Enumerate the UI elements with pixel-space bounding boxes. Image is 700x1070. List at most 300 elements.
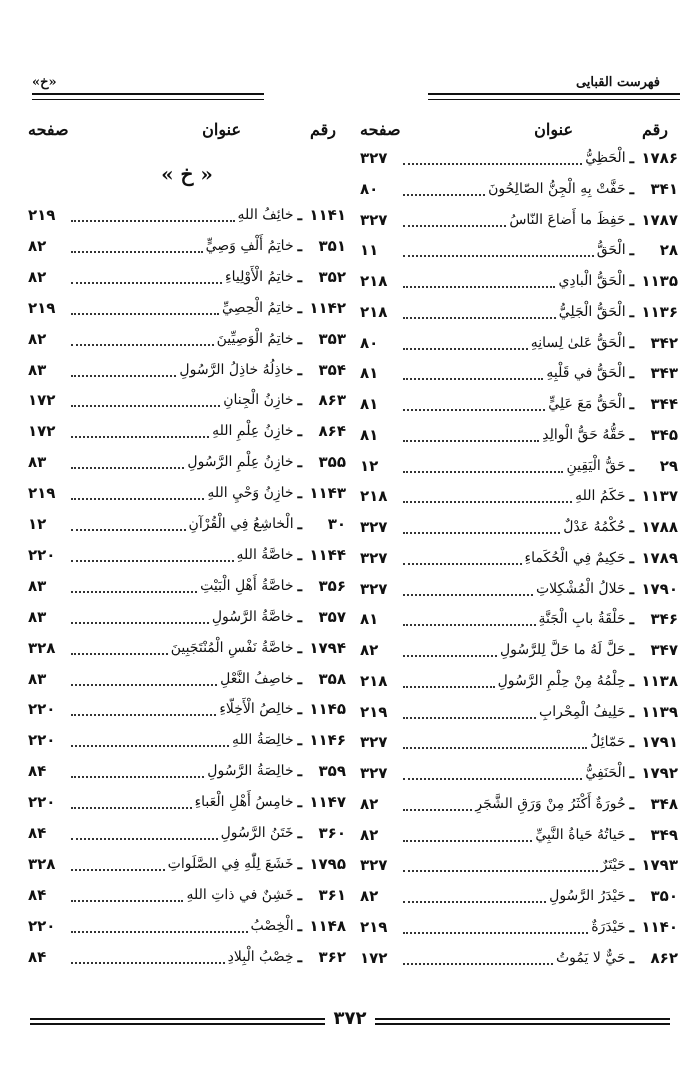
entry-number: ۳۰ — [327, 515, 346, 533]
entry-number: ۳۶۰ — [318, 824, 346, 842]
index-entry — [28, 294, 346, 322]
entry-title: خاتِمُ الْحِصِيِّ — [222, 299, 294, 316]
index-entry — [28, 356, 346, 384]
entry-dash: ـ — [629, 887, 634, 905]
entry-page: ۳۲۷ — [360, 548, 388, 567]
entry-title: حِلْمُهُ مِنْ حِلْمِ الرَّسُولِ — [497, 672, 626, 689]
entry-page: ۸۱ — [360, 364, 379, 383]
entry-title: خالِصَةُ الرَّسُولِ — [207, 763, 294, 780]
entry-title: خَتَنُ الرَّسُولِ — [220, 825, 294, 841]
entry-dash: ـ — [629, 272, 634, 290]
index-entry — [28, 665, 346, 693]
entry-number: ۳۵۰ — [650, 887, 678, 905]
entry-title: حَكِيمٌ فِي الْحُكَماءِ — [524, 549, 626, 566]
entry-page: ۲۱۸ — [360, 671, 388, 690]
entry-number: ۳۵۵ — [318, 453, 346, 472]
entry-title: خازِنُ عِلْمِ اللهِ — [212, 423, 294, 440]
entry-page: ۸۱ — [360, 395, 379, 413]
entry-title: خاصَّةُ نَفْسِ الْمُنْتَجَبِينَ — [170, 639, 294, 656]
entry-page: ۸۲ — [28, 267, 47, 286]
index-entry — [28, 757, 346, 785]
entry-page: ۲۱۸ — [360, 487, 388, 506]
entry-title: خازِنُ وَحْيِ اللهِ — [207, 485, 294, 502]
index-entry — [28, 263, 346, 291]
index-entry — [360, 421, 678, 449]
entry-page: ۱۲ — [360, 456, 379, 475]
index-entry — [360, 359, 678, 387]
dotted-leader — [403, 378, 543, 380]
header-number: رقم — [309, 120, 336, 139]
dotted-leader — [71, 220, 235, 222]
index-entry — [360, 759, 678, 787]
entry-number: ۱۱۴۳ — [309, 484, 346, 503]
dotted-leader — [403, 717, 536, 719]
entry-number: ۱۷۹۴ — [309, 638, 346, 657]
entry-number: ۸۶۴ — [318, 422, 346, 441]
dotted-leader — [71, 714, 216, 716]
entry-title: حَيٌّ لا يَمُوتُ — [555, 949, 626, 966]
entry-number: ۳۶۲ — [318, 947, 346, 966]
index-entry — [360, 482, 678, 510]
entry-dash: ـ — [629, 825, 634, 844]
entry-page: ۸۴ — [28, 762, 47, 781]
index-entry — [28, 417, 346, 445]
dotted-leader — [71, 344, 214, 346]
entry-title: الْحَقُّ الْبادِي — [558, 273, 626, 289]
dotted-leader — [71, 776, 204, 778]
entry-title: حَلالُ الْمُشْكِلاتِ — [535, 580, 626, 597]
index-entry — [28, 912, 346, 940]
dotted-leader — [403, 686, 495, 688]
entry-page: ۲۲۰ — [28, 731, 56, 750]
entry-number: ۱۷۹۳ — [641, 856, 678, 875]
entry-page: ۱۲ — [28, 515, 47, 533]
entry-title: حَيْتَرٌ — [600, 857, 626, 874]
index-entry — [360, 790, 678, 818]
entry-dash: ـ — [629, 917, 634, 936]
entry-page: ۲۱۹ — [360, 917, 388, 936]
entry-dash: ـ — [297, 638, 302, 657]
entry-title: خازِنُ عِلْمِ الرَّسُولِ — [187, 454, 294, 471]
entry-number: ۳۶۱ — [318, 885, 346, 904]
index-entry — [360, 575, 678, 603]
entry-title: خَشِنٌ في ذاتِ اللهِ — [186, 886, 294, 903]
entry-dash: ـ — [629, 794, 634, 813]
entry-dash: ـ — [629, 395, 634, 413]
page-number: ۳۷۲ — [333, 1008, 367, 1029]
entry-title: خاصَّةُ اللهِ — [236, 546, 294, 563]
entry-page: ۳۲۷ — [360, 579, 388, 598]
index-entry — [28, 386, 346, 414]
entry-dash: ـ — [297, 329, 302, 348]
entry-page: ۳۲۷ — [360, 764, 388, 782]
entry-page: ۸۳ — [28, 360, 47, 379]
entry-number: ۳۴۷ — [650, 641, 678, 659]
entry-number: ۱۱۳۵ — [641, 272, 678, 290]
entry-page: ۸۳ — [28, 669, 47, 688]
dotted-leader — [71, 684, 217, 686]
index-entry — [28, 819, 346, 847]
entry-title: الْخِصْبُ — [250, 917, 294, 934]
entry-dash: ـ — [297, 236, 302, 255]
entry-number: ۱۷۸۷ — [641, 210, 678, 229]
entry-page: ۲۲۰ — [28, 916, 56, 935]
dotted-leader — [403, 932, 588, 934]
entry-title: حَفَّتْ بِهِ الْجِنُّ الصّالِحُونَ — [488, 180, 626, 197]
dotted-leader — [71, 900, 183, 902]
entry-page: ۸۱ — [360, 610, 379, 629]
index-entry — [360, 175, 678, 203]
entry-number: ۳۵۸ — [318, 669, 346, 688]
entry-number: ۸۶۳ — [318, 391, 346, 410]
section-letter: « خ » — [161, 162, 213, 186]
entry-page: ۸۲ — [28, 236, 47, 255]
index-entry — [28, 726, 346, 754]
entry-page: ۸۲ — [360, 794, 379, 813]
entry-title: الْخاشِعُ فِي الْقُرْآنِ — [188, 516, 294, 532]
entry-dash: ـ — [297, 607, 302, 626]
header-title: عنوان — [534, 120, 573, 139]
entry-title: الْحَقُّ الْجَلِيُّ — [558, 303, 626, 320]
entry-dash: ـ — [297, 576, 302, 595]
dotted-leader — [403, 409, 545, 411]
entry-number: ۱۱۴۴ — [309, 545, 346, 564]
index-entry — [28, 479, 346, 507]
entry-page: ۸۴ — [28, 947, 47, 966]
entry-number: ۳۴۴ — [650, 395, 678, 413]
entry-number: ۱۷۸۸ — [641, 518, 678, 536]
entry-dash: ـ — [297, 700, 302, 719]
entry-dash: ـ — [629, 149, 634, 167]
entry-title: خاذِلُهُ خاذِلُ الرَّسُولِ — [179, 361, 294, 378]
entry-number: ۱۷۹۲ — [641, 764, 678, 782]
header-page: صفحه — [360, 120, 401, 139]
entry-number: ۱۱۴۷ — [309, 793, 346, 812]
entry-page: ۲۲۰ — [28, 545, 56, 564]
entry-number: ۱۱۴۶ — [309, 731, 346, 750]
entry-dash: ـ — [629, 210, 634, 229]
entry-dash: ـ — [297, 824, 302, 842]
entry-dash: ـ — [297, 422, 302, 441]
entry-title: خالِصَةُ اللهِ — [232, 732, 294, 749]
entry-title: خاصَّةُ الرَّسُولِ — [211, 608, 294, 625]
index-entry — [360, 144, 678, 172]
running-header-title: فهرست القبايى — [575, 75, 660, 90]
page-footer — [30, 1008, 670, 1032]
index-entry — [360, 851, 678, 879]
entry-page: ۸۱ — [360, 425, 379, 444]
entry-dash: ـ — [297, 947, 302, 966]
entry-dash: ـ — [629, 364, 634, 383]
index-entry — [360, 667, 678, 695]
entry-dash: ـ — [297, 206, 302, 224]
dotted-leader — [403, 225, 506, 227]
entry-page: ۸۲ — [360, 887, 379, 905]
index-column-right — [360, 120, 678, 967]
index-entry — [28, 695, 346, 723]
dotted-leader — [403, 594, 533, 596]
dotted-leader — [403, 747, 587, 749]
dotted-leader — [71, 498, 204, 500]
dotted-leader — [71, 591, 197, 593]
entry-number: ۳۵۲ — [318, 267, 346, 286]
dotted-leader — [403, 963, 553, 965]
entry-page: ۲۱۸ — [360, 302, 388, 321]
dotted-leader — [71, 622, 209, 624]
dotted-leader — [71, 529, 186, 531]
dotted-leader — [71, 653, 168, 655]
index-entry — [28, 603, 346, 631]
index-entry — [360, 544, 678, 572]
entry-dash: ـ — [629, 579, 634, 598]
entry-title: حَقُّ الْيَقِينِ — [566, 457, 626, 474]
dotted-leader — [71, 838, 218, 840]
entry-page: ۲۱۹ — [28, 298, 56, 317]
entry-title: حَكَمُ اللهِ — [575, 488, 626, 505]
entry-title: حَيْدَرُ الرَّسُولِ — [549, 888, 626, 904]
entry-dash: ـ — [629, 856, 634, 875]
entry-number: ۱۷۹۰ — [641, 579, 678, 598]
entry-dash: ـ — [629, 456, 634, 475]
index-entry — [360, 605, 678, 633]
index-entry — [360, 821, 678, 849]
header-number: رقم — [641, 120, 668, 139]
entry-page: ۱۷۲ — [360, 948, 388, 967]
column-header — [360, 120, 678, 146]
entry-number: ۱۱۴۸ — [309, 916, 346, 935]
entry-title: خازِنُ الْجِنانِ — [223, 392, 294, 409]
entry-number: ۱۱۳۷ — [641, 487, 678, 506]
entry-title: حَمّائِلُ — [590, 734, 626, 751]
index-entry — [360, 298, 678, 326]
entry-dash: ـ — [297, 793, 302, 812]
entry-title: حَلْقَةُ بابِ الْجَنَّةِ — [538, 611, 626, 628]
entry-page: ۳۲۷ — [360, 149, 388, 167]
entry-page: ۳۲۸ — [28, 638, 56, 657]
index-entry — [360, 636, 678, 664]
entry-page: ۳۲۷ — [360, 210, 388, 229]
index-entry — [360, 698, 678, 726]
index-entry — [28, 881, 346, 909]
entry-page: ۱۷۲ — [28, 391, 56, 410]
dotted-leader — [403, 163, 582, 165]
index-entry — [360, 882, 678, 910]
entry-dash: ـ — [629, 610, 634, 629]
index-entry — [28, 201, 346, 229]
index-entry — [28, 943, 346, 971]
header-title: عنوان — [202, 120, 241, 139]
entry-number: ۳۴۵ — [650, 425, 678, 444]
entry-dash: ـ — [629, 241, 634, 260]
entry-title: الْحَقُّ عَلىٰ لِسانِهِ — [530, 334, 626, 351]
entry-page: ۲۱۹ — [28, 206, 56, 224]
entry-title: خائِفُ اللهِ — [237, 207, 294, 223]
entry-dash: ـ — [297, 669, 302, 688]
dotted-leader — [403, 840, 532, 842]
entry-dash: ـ — [297, 360, 302, 379]
entry-number: ۱۱۴۱ — [309, 206, 346, 224]
entry-title: حُكْمُهُ عَدْلٌ — [563, 519, 626, 535]
entry-dash: ـ — [629, 948, 634, 967]
dotted-leader — [403, 348, 528, 350]
entry-dash: ـ — [297, 916, 302, 935]
dotted-leader — [71, 251, 203, 253]
entry-title: الْحَقُّ — [596, 242, 626, 259]
dotted-leader — [71, 807, 192, 809]
entry-dash: ـ — [629, 671, 634, 690]
index-entry — [360, 206, 678, 234]
entry-title: حَقُّهُ حَقُّ الْوالِدِ — [542, 426, 626, 443]
entry-number: ۲۹ — [659, 456, 678, 475]
entry-number: ۱۱۴۲ — [309, 298, 346, 317]
dotted-leader — [403, 255, 594, 257]
entry-number: ۱۱۳۹ — [641, 702, 678, 721]
entry-number: ۳۵۶ — [318, 576, 346, 595]
index-entry — [360, 913, 678, 941]
header-rule-left — [32, 93, 264, 100]
entry-title: حُورَةٌ أَكْثَرُ مِنْ وَرَقِ الشَّجَرِ — [475, 795, 626, 812]
entry-number: ۳۴۱ — [650, 179, 678, 198]
entry-dash: ـ — [629, 487, 634, 506]
dotted-leader — [71, 405, 220, 407]
entry-title: خاتِمُ الْوَصِيِّينَ — [216, 330, 294, 347]
dotted-leader — [71, 745, 229, 747]
dotted-leader — [403, 501, 572, 503]
entry-dash: ـ — [297, 885, 302, 904]
dotted-leader — [403, 778, 582, 780]
index-entry — [28, 448, 346, 476]
entry-number: ۱۱۴۵ — [309, 700, 346, 719]
entry-number: ۳۵۳ — [318, 329, 346, 348]
entry-title: حَفِظَ ما أَضاعَ النّاسُ — [509, 211, 626, 228]
entry-number: ۳۵۹ — [318, 762, 346, 781]
entry-dash: ـ — [297, 484, 302, 503]
entry-number: ۱۷۹۱ — [641, 733, 678, 752]
index-entry — [360, 728, 678, 756]
entry-title: خَشَعَ لِلّٰهِ فِي الصَّلَواتِ — [167, 855, 294, 872]
index-column-left — [28, 120, 346, 966]
index-entry — [360, 944, 678, 972]
entry-dash: ـ — [297, 854, 302, 873]
entry-title: خاصَّةُ أَهْلِ الْبَيْتِ — [200, 577, 294, 594]
dotted-leader — [71, 560, 234, 562]
entry-number: ۱۱۳۸ — [641, 671, 678, 690]
entry-number: ۳۴۲ — [650, 333, 678, 352]
entry-page: ۱۷۲ — [28, 422, 56, 441]
entry-dash: ـ — [297, 515, 302, 533]
header-rule-right — [428, 93, 680, 100]
entry-number: ۳۵۷ — [318, 607, 346, 626]
entry-number: ۳۴۶ — [650, 610, 678, 629]
index-entry — [360, 513, 678, 541]
entry-page: ۸۲ — [360, 641, 379, 659]
dotted-leader — [403, 286, 555, 288]
dotted-leader — [403, 809, 472, 811]
header-page: صفحه — [28, 120, 69, 139]
dotted-leader — [71, 436, 209, 438]
entry-title: الْحَقُّ في قَلْبِهِ — [546, 365, 626, 382]
dotted-leader — [71, 313, 219, 315]
dotted-leader — [71, 962, 225, 964]
entry-title: حَياتُهُ حَياةُ النَّبِيِّ — [535, 826, 626, 843]
index-entry — [28, 850, 346, 878]
entry-page: ۸۲ — [360, 825, 379, 844]
entry-page: ۸۰ — [360, 333, 379, 352]
entry-dash: ـ — [297, 762, 302, 781]
entry-dash: ـ — [629, 702, 634, 721]
entry-page: ۸۳ — [28, 607, 47, 626]
entry-title: حَيْدَرَةٌ — [591, 918, 626, 935]
dotted-leader — [403, 440, 539, 442]
entry-dash: ـ — [297, 731, 302, 750]
dotted-leader — [71, 375, 176, 377]
entry-dash: ـ — [297, 453, 302, 472]
dotted-leader — [403, 624, 536, 626]
entry-page: ۳۲۷ — [360, 733, 388, 752]
entry-page: ۳۲۸ — [28, 854, 56, 873]
entry-number: ۱۷۹۵ — [309, 854, 346, 873]
entry-dash: ـ — [297, 298, 302, 317]
dotted-leader — [403, 655, 497, 657]
dotted-leader — [71, 282, 222, 284]
entry-title: حَلَّ لَهُ ما حَلَّ لِلرَّسُولِ — [499, 642, 626, 658]
index-entry — [28, 325, 346, 353]
dotted-leader — [403, 317, 556, 319]
entry-title: خِصْبُ الْبِلادِ — [227, 948, 294, 965]
entry-title: خاتِمُ أَلْفِ وَصِيٍّ — [205, 237, 294, 254]
entry-page: ۸۲ — [28, 329, 47, 348]
entry-page: ۲۱۹ — [360, 702, 388, 721]
dotted-leader — [403, 194, 485, 196]
entry-page: ۲۲۰ — [28, 793, 56, 812]
entry-dash: ـ — [629, 425, 634, 444]
entry-number: ۳۴۸ — [650, 794, 678, 813]
entry-dash: ـ — [297, 391, 302, 410]
running-header-letter: «خ» — [32, 75, 57, 90]
entry-title: خالِصُ الْأَخِلّاءِ — [219, 701, 294, 718]
entry-dash: ـ — [629, 179, 634, 198]
index-entry — [360, 236, 678, 264]
entry-page: ۸۳ — [28, 453, 47, 472]
dotted-leader — [71, 467, 184, 469]
entry-number: ۱۱۳۶ — [641, 302, 678, 321]
entry-number: ۱۷۸۶ — [641, 149, 678, 167]
entry-title: خاتِمُ الْأَوْلِياءِ — [225, 268, 294, 285]
entry-page: ۲۱۸ — [360, 272, 388, 290]
entry-page: ۲۱۹ — [28, 484, 56, 503]
entry-number: ۱۷۸۹ — [641, 548, 678, 567]
index-entry — [28, 788, 346, 816]
dotted-leader — [71, 869, 165, 871]
dotted-leader — [403, 532, 560, 534]
entry-page: ۲۲۰ — [28, 700, 56, 719]
entry-number: ۳۵۴ — [318, 360, 346, 379]
entry-page: ۳۲۷ — [360, 856, 388, 875]
dotted-leader — [403, 901, 546, 903]
entry-title: الْحَنَفِيُّ — [585, 765, 626, 781]
entry-number: ۱۱۴۰ — [641, 917, 678, 936]
entry-page: ۱۱ — [360, 241, 379, 260]
index-entry — [360, 267, 678, 295]
entry-title: الْحَظِيُّ — [585, 150, 626, 166]
entry-dash: ـ — [297, 267, 302, 286]
entry-number: ۲۸ — [659, 241, 678, 260]
dotted-leader — [71, 931, 248, 933]
entry-dash: ـ — [297, 545, 302, 564]
entry-page: ۳۲۷ — [360, 518, 388, 536]
entry-title: خامِسُ أَهْلِ الْعَباءِ — [194, 794, 294, 811]
index-entry — [28, 541, 346, 569]
